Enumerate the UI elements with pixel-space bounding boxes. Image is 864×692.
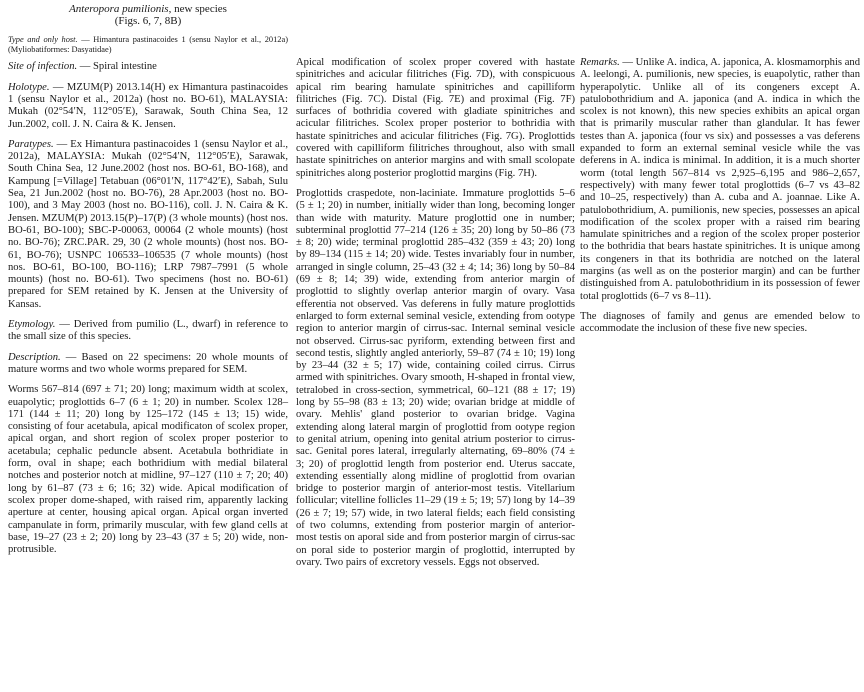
etymology-text: — Derived from pumilio (L., dwarf) in reference to the small size of this species.: [8, 319, 288, 343]
remarks-heading: Remarks.: [580, 57, 620, 68]
description-heading: Description.: [8, 351, 61, 363]
column-right: [580, 57, 860, 344]
column-left: [8, 0, 288, 564]
surface-features-paragraph: Apical modification of scolex proper covered with hastate spinitriches and acicular filitriches (Fig. 7D), with conspicuous apical rim bearing hamulate spinitriches and capilliform filitriches (Fig. 7C). Distal (Fig. 7E) and proximal (Fig. 7F) surfaces of bothridia covered with gladiate spinitriches and acicular filitriches. Scolex proper posterior to bothridia with hastate spinitriches and acicular filitriches (Fig. 7G). Proglottids covered with capilliform filitriches throughout, also with small hastate spinitriches on anterior margins and with small scolopate spinitriches along posterior proglottid margins (Fig. 7H).: [296, 57, 575, 179]
description-text: — Based on 22 specimens: 20 whole mounts of mature worms and two whole worms prepared for SEM.: [8, 351, 288, 375]
species-status: , new species: [168, 3, 227, 15]
holotype-text: — MZUM(P) 2013.14(H) ex Himantura pastinacoides 1 (sensu Naylor et al., 2012a) (host no. BO-61), MALAYSIA: Mukah (02°54′N, 112°05′E), Sarawak, South China Sea, 12 Jun.2002, coll. J. N. Caira & K. Jensen.: [8, 81, 288, 130]
type-host-text: — Himantura pastinacoides 1 (sensu Naylor et al., 2012a) (Myliobatiformes: Dasyatidae): [8, 34, 288, 54]
species-name: Anteropora pumilionis: [69, 3, 169, 15]
paratypes-paragraph: [8, 139, 288, 311]
species-title: [8, 3, 288, 15]
remarks-paragraph: [580, 57, 860, 303]
description-paragraph: [8, 352, 288, 377]
type-host-heading: Type and only host.: [8, 34, 78, 44]
remarks-text: — Unlike A. indica, A. japonica, A. klosmamorphis and A. leelongi, A. pumilionis, new species, is euapolytic, rather than hyperapolytic. Unlike all of its congeners except A. patulobothridium and A. japonica (and A. indica in which the scolex is not known), this new species exhibits an apical organ that is primarily muscular rather than glandular. It has fewer testes than A. japonica (four vs six) and possesses a vas deferens expanded to form an external seminal vesicle while the vas deferens in A. indica is minimal. In addition, it is a much shorter worm (total length 567–814 vs 2,925–6,195 and 986–2,657, respectively) with many fewer total proglottids (6–7 vs 43–82 and 10–25, respectively) than A. cuba and A. joannae. Like A. patulobothridium, A. pumilionis, new species, possesses an apical modification of the scolex proper with a raised rim bearing hamulate spinitriches and a region of the scolex proper posterior to the bothridia that bears hastate spinitriches. It is unique among its congeners in that its bothridia are notched on the lateral margins (as well as on the posterior margin) and can be further distinguished from A. patulobothridium in its possession of fewer total proglottids (6–7 vs 8–11).: [580, 57, 860, 302]
proglottids-paragraph: Proglottids craspedote, non-laciniate. Immature proglottids 5–6 (5 ± 1; 20) in number, initially wider than long, becoming longer than wide with maturity. Mature proglottid one in number; subterminal proglottid 77–214 (126 ± 35; 20) long by 50–86 (73 ± 8; 20) wide; terminal proglottid 285–432 (359 ± 43; 20) long by 89–134 (115 ± 14; 20) wide. Testes invariably four in number, arranged in single column, 25–43 (32 ± 4; 14; 36) long by 50–84 (69 ± 8; 14; 39) wide, extending from anterior margin of proglottid to slightly overlap anterior margin of ovary. Vasa efferentia not observed. Vas deferens in fully mature proglottids enlarged to form external seminal vesicle, extending from ootype region to anterior margin of cirrus-sac. Internal seminal vesicle not observed. Cirrus-sac pyriform, extending between first and second testis, slightly angled anteriorly, 59–87 (74 ± 10; 19) long by 23–44 (32 ± 5; 17) wide, containing coiled cirrus. Cirrus armed with spinitriches. Ovary smooth, H-shaped in frontal view, tetralobed in cross-section, symmetrical, 60–121 (88 ± 17; 19) long by 55–98 (83 ± 13; 20) wide; ovarian bridge at middle of ovary. Mehlis' gland posterior to ovarian bridge. Vagina extending along lateral margin of proglottid from ootype region to genital atrium, opening into genital atrium posterior to cirrus-sac. Genital pores lateral, irregularly alternating, 69–80% (74 ± 3; 20) of proglottid length from posterior end. Uterus saccate, extending essentially along midline of proglottid from ovarian bridge to posterior margin of anterior-most testis. Vitellarium follicular; vitelline follicles 11–29 (19 ± 5; 19; 57) long by 14–39 (26 ± 7; 19; 57) wide, in two lateral fields; each field consisting of two columns, extending from posterior margin of anterior-most testis on aporal side and from posterior margin of cirrus-sac on poral side to posterior margin of proglottid, interrupted by ovary. Two pairs of excretory vessels. Eggs not observed.: [296, 187, 575, 568]
site-text: — Spiral intestine: [77, 61, 157, 73]
column-middle: [296, 57, 575, 577]
paratypes-text: — Ex Himantura pastinacoides 1 (sensu Naylor et al., 2012a), MALAYSIA: Mukah (02°54′N, 112°05′E), Sarawak, South China Sea, 12 June.2002 (host nos. BO-61, BO-168), and Kampung [=Village] Tetabuan (06°01′N, 117°42′E), Sabah, Sulu Sea, 21 Jun.2002 (host no. BO-76), 28 Apr.2003 (host no. BO-100), and 3 May 2003 (host no. BO-116), coll. J. N. Caira & K. Jensen. MZUM(P) 2013.15(P)–17(P) (3 whole mounts) (host nos. BO-61, BO-100); SBC-P-00063, 00064 (2 whole mounts) (host no. BO-76); ZRC.PAR. 29, 30 (2 whole mounts) (host nos. BO-61, BO-76); USNPC 106533–106535 (7 whole mounts) (host nos. BO-61, BO-100, BO-116); LRP 7987–7991 (5 whole mounts) (host no. BO-61). Two specimens (host no. BO-61) prepared for SEM retained by K. Jensen at the University of Kansas.: [8, 138, 288, 310]
etymology-heading: Etymology.: [8, 319, 56, 331]
holotype-paragraph: [8, 82, 288, 131]
figure-reference: (Figs. 6, 7, 8B): [114, 15, 182, 28]
closing-paragraph: The diagnoses of family and genus are emended below to accommodate the inclusion of these five new species.: [580, 310, 860, 335]
site-paragraph: [8, 61, 288, 73]
etymology-paragraph: [8, 319, 288, 344]
paratypes-heading: Paratypes.: [8, 138, 54, 150]
holotype-heading: Holotype.: [8, 81, 50, 93]
type-host-paragraph: [8, 35, 288, 56]
site-heading: Site of infection.: [8, 61, 78, 73]
worms-paragraph: Worms 567–814 (697 ± 71; 20) long; maximum width at scolex, euapolytic; proglottids 6–7 (6 ± 1; 20) in number. Scolex 128–171 (144 ± 11; 20) long by 125–172 (145 ± 13; 15) wide, consisting of four acetabula, apical modificaton of scolex proper, apical organ, and short region of scolex proper posterior to acetabula; cephalic peduncle absent. Acetabula bothridiate in form, oval in shape; each bothridium with medial bilateral notches and posterior notch at midline, 97–127 (110 ± 7; 20; 40) long by 61–87 (73 ± 6; 16; 32) wide. Apical modification of scolex proper dome-shaped, with raised rim, apparently lacking aperture at center, housing apical organ. Apical organ inverted campanulate in form, primarily muscular, with few gland cells at base, 19–27 (23 ± 2; 20) long by 23–43 (37 ± 5; 20) wide, non-protrusible.: [8, 384, 288, 556]
